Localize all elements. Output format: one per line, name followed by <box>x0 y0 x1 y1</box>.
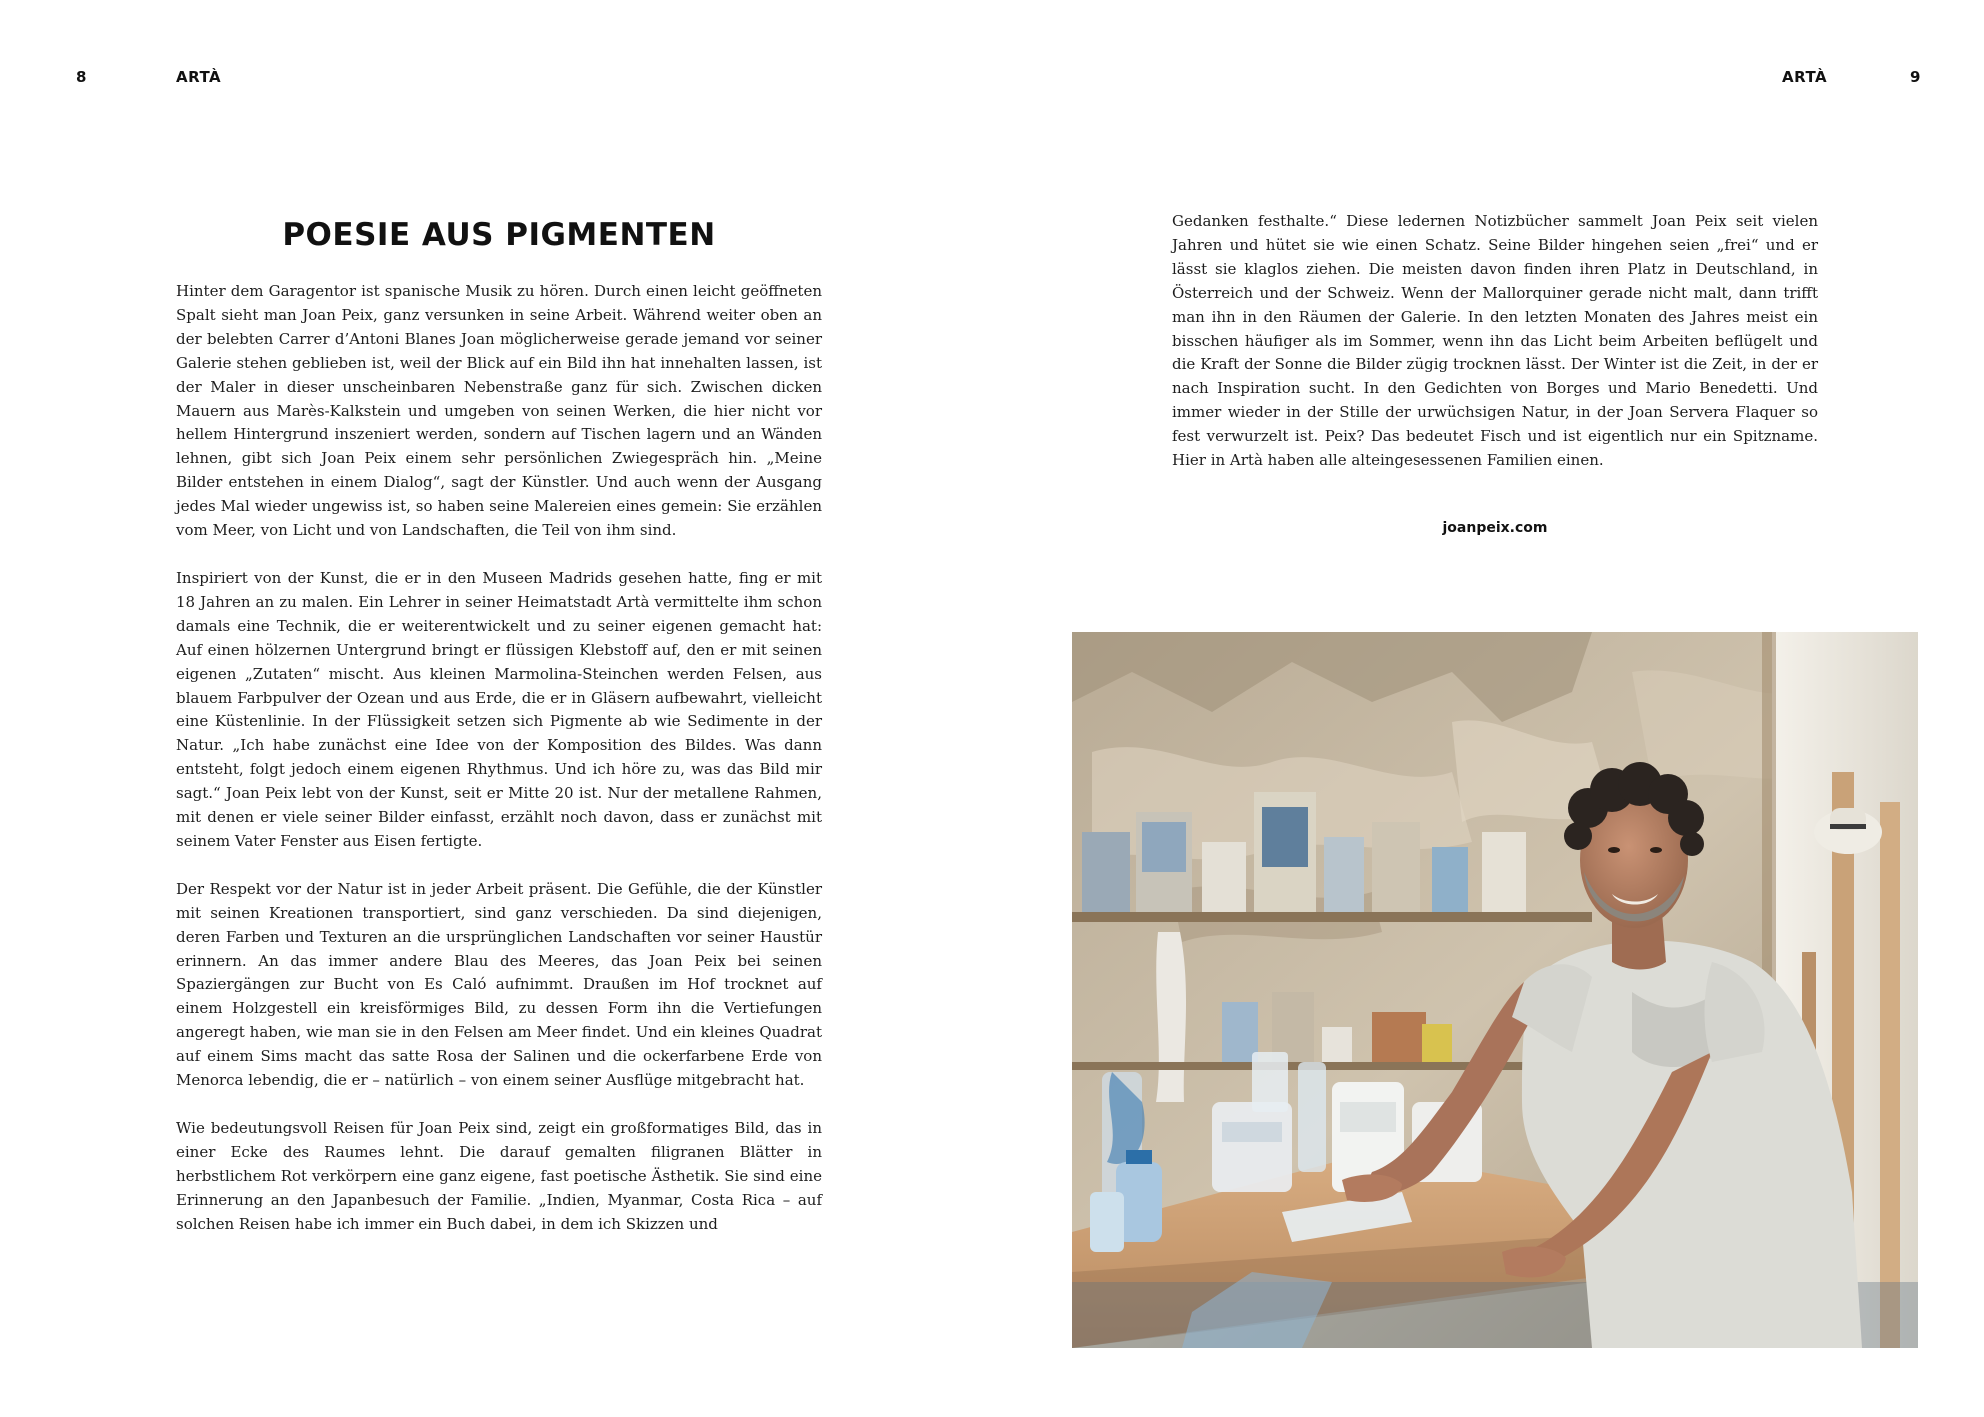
page-number-right: 9 <box>1910 68 1921 86</box>
section-label-right: ARTÀ <box>1782 68 1828 86</box>
paragraph: Wie bedeutungsvoll Reisen für Joan Peix sind, zeigt ein großformatiges Bild, das in einer Ecke des Raumes lehnt. Die darauf gemalten filigranen Blätter in herbstlichem Rot verkörpern eine ganz eigene, fast poetische Ästhetik. Sie sind eine Erinnerung an den Japanbesuch der Familie. „Indien, Myanmar, Costa Rica – auf solchen Reisen habe ich immer ein Buch dabei, in dem ich Skizzen und <box>176 1119 822 1233</box>
jar <box>1212 1102 1292 1192</box>
section-label-left: ARTÀ <box>176 68 222 86</box>
hanging-cloth <box>1156 932 1186 1102</box>
paragraph: Der Respekt vor der Natur ist in jeder Arbeit präsent. Die Gefühle, die der Künstler mit seinen Kreationen transportiert, sind ganz verschieden. Da sind diejenigen, deren Farben und Texturen an die ursprünglichen Landschaften vor seiner Haustür erinnern. An das immer andere Blau des Meeres, das Joan Peix bei seinen Spaziergängen zur Bucht von Es Caló aufnimmt. Draußen im Hof trocknet auf einem Holzgestell ein kreisförmiges Bild, zu dessen Form ihn die Vertiefungen angeregt haben, wie man sie in den Felsen am Meer findet. Und ein kleines Quadrat auf einem Sims macht das satte Rosa der Salinen und die ockerfarbene Erde von Menorca lebendig, die er – natürlich – von einem seiner Ausflüge mitgebracht hat. <box>176 879 822 1090</box>
wall-shelf <box>1072 912 1592 922</box>
article-column-right <box>1172 210 1818 497</box>
article-title: POESIE AUS PIGMENTEN <box>282 217 716 253</box>
jar <box>1252 1052 1288 1112</box>
artist-studio-photo <box>1072 632 1918 1348</box>
paragraph: Gedanken festhalte.“ Diese ledernen Notizbücher sammelt Joan Peix seit vielen Jahren und hütet sie wie einen Schatz. Seine Bilder hingehen seien „frei“ und er lässt sie klaglos ziehen. Die meisten davon finden ihren Platz in Deutschland, in Österreich und der Schweiz. Wenn der Mallorquiner gerade nicht malt, dann trifft man ihn in den Räumen der Galerie. In den letzten Monaten des Jahres meist ein bisschen häufiger als im Sommer, wenn ihn das Licht beim Arbeiten beflügelt und die Kraft der Sonne die Bilder zügig trocknen lässt. Der Winter ist die Zeit, in der er nach Inspiration sucht. In den Gedichten von Borges und Mario Benedetti. Und immer wieder in der Stille der urwüchsigen Natur, in der Joan Servera Flaquer so fest verwurzelt ist. Peix? Das bedeutet Fisch und ist eigentlich nur ein Spitzname. Hier in Artà haben alle alteingesessenen Familien einen. <box>1172 212 1818 470</box>
website-link[interactable]: joanpeix.com <box>1442 520 1548 536</box>
paragraph: Hinter dem Garagentor ist spanische Musik zu hören. Durch einen leicht geöffneten Spalt sieht man Joan Peix, ganz versunken in seine Arbeit. Während weiter oben an der belebten Carrer d’Antoni Blanes Joan möglicherweise gerade jemand vor seiner Galerie stehen geblieben ist, weil der Blick auf ein Bild ihn hat innehalten lassen, ist der Maler in dieser unscheinbaren Nebenstraße ganz für sich. Zwischen dicken Mauern aus Marès-Kalkstein und umgeben von seinen Werken, die hier nicht vor hellem Hintergrund inszeniert werden, sondern auf Tischen lagern und an Wänden lehnen, gibt sich Joan Peix einem sehr persönlichen Zwiegespräch hin. „Meine Bilder entstehen in einem Dialog“, sagt der Künstler. Und auch wenn der Ausgang jedes Mal wieder ungewiss ist, so haben seine Malereien eines gemein: Sie erzählen vom Meer, von Licht und von Landschaften, die Teil von ihm sind. <box>176 282 822 540</box>
photo-illustration <box>1072 632 1918 1348</box>
paragraph: Inspiriert von der Kunst, die er in den Museen Madrids gesehen hatte, fing er mit 18 Jahren an zu malen. Ein Lehrer in seiner Heimatstadt Artà vermittelte ihm schon damals eine Technik, die er weiterentwickelt und zu seiner eigenen gemacht hat: Auf einen hölzernen Untergrund bringt er flüssigen Klebstoff auf, den er mit seinen eigenen „Zutaten“ mischt. Aus kleinen Marmolina-Steinchen werden Felsen, aus blauem Farbpulver der Ozean und aus Erde, die er in Gläsern aufbewahrt, vielleicht eine Küstenlinie. In der Flüssigkeit setzen sich Pigmente ab wie Sedimente in der Natur. „Ich habe zunächst eine Idee von der Komposition des Bildes. Was dann entsteht, folgt jedoch einem eigenen Rhythmus. Und ich höre zu, was das Bild mir sagt.“ Joan Peix lebt von der Kunst, seit er Mitte 20 ist. Nur der metallene Rahmen, mit denen er viele seiner Bilder einfasst, erzählt noch davon, dass er zunächst mit seinem Vater Fenster aus Eisen fertigte. <box>176 568 822 850</box>
article-column-left <box>176 280 822 1261</box>
page-number-left: 8 <box>76 68 87 86</box>
